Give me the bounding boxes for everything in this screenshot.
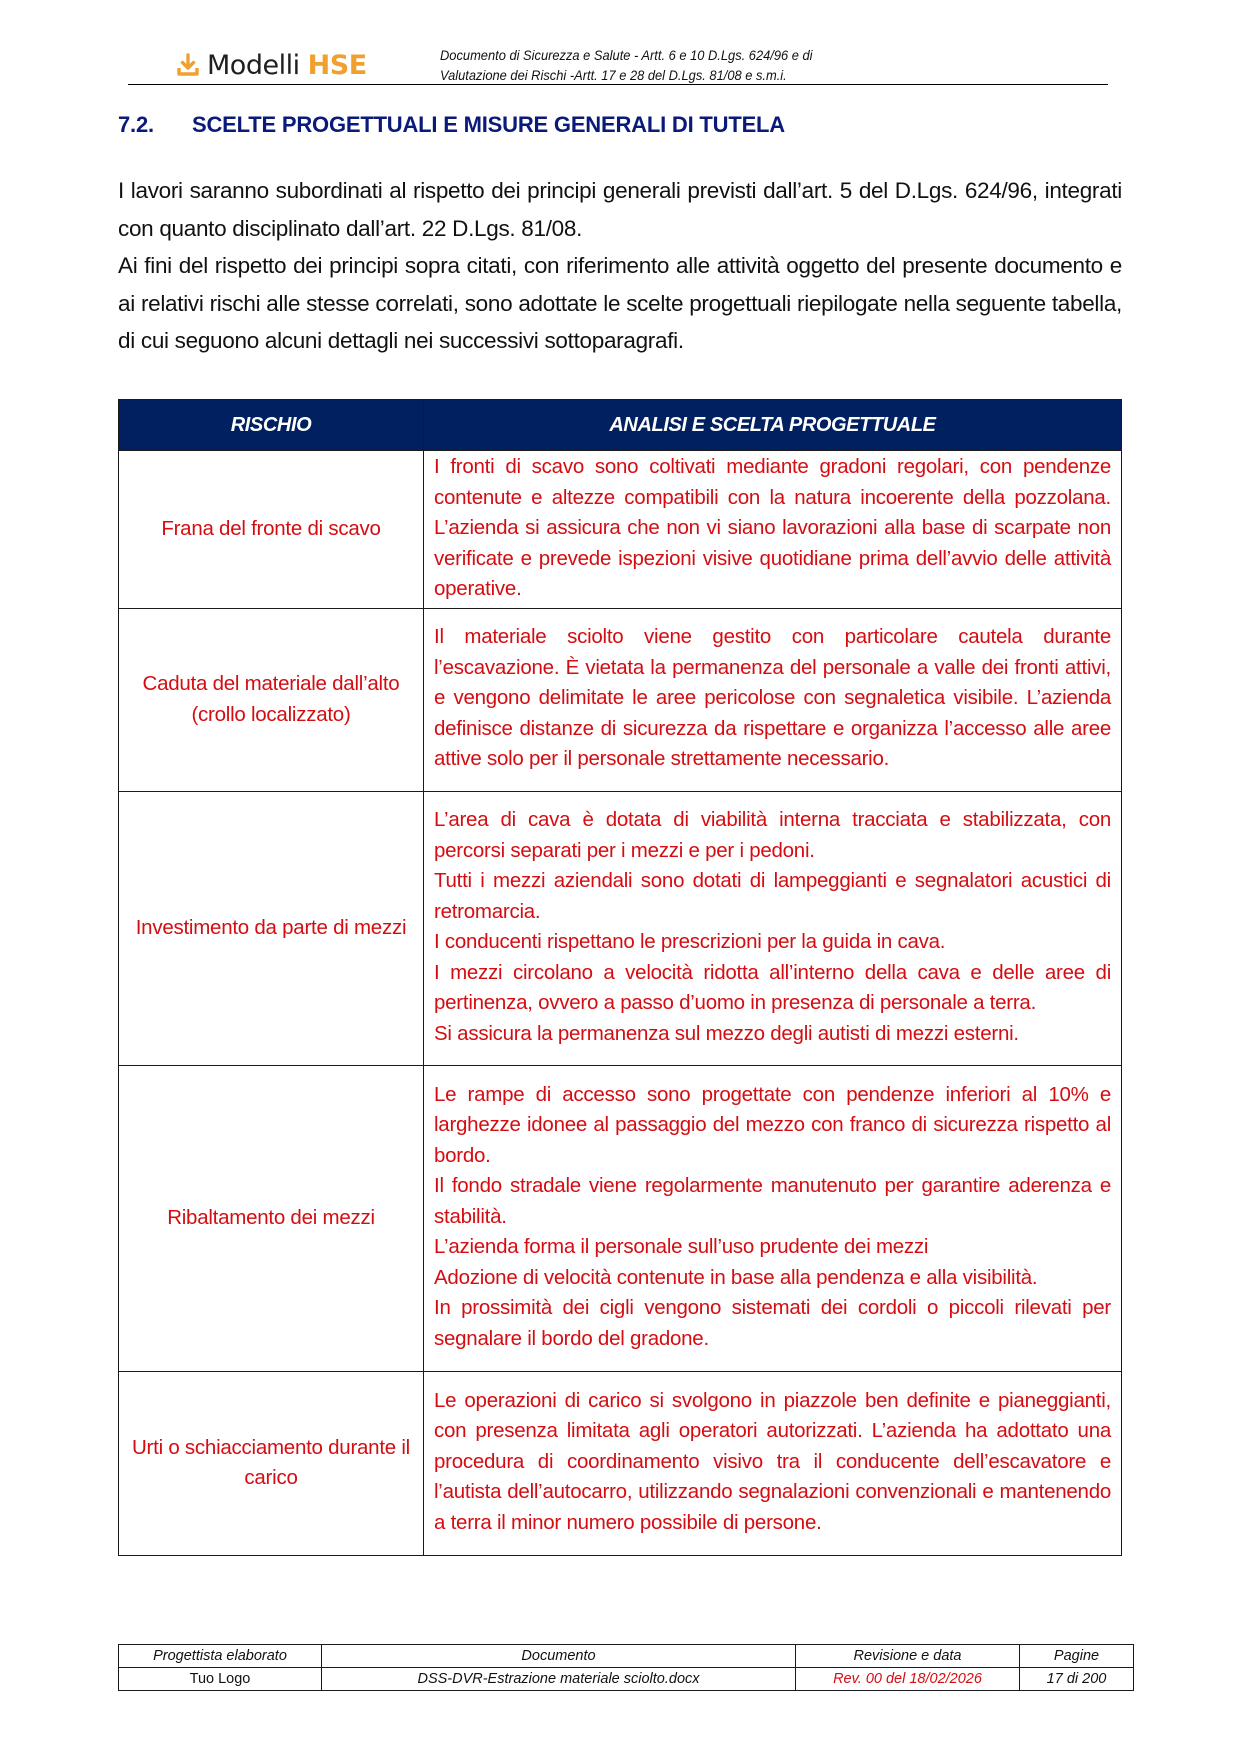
section-title: SCELTE PROGETTUALI E MISURE GENERALI DI TUTELA [192, 112, 785, 137]
analysis-text: Le operazioni di carico si svolgono in piazzole ben definite e pianeggianti, con presenza limitata agli operatori autorizzati. L’azienda ha adottato una procedura di coordinamento visivo tra il conducente dell’escavatore e l’autista dell’autocarro, utilizzando segnalazioni convenzionali e mantenendo a terra il minor numero possibile di persone. [434, 1388, 1111, 1534]
risk-cell: Caduta del materiale dall’alto (crollo localizzato) [119, 608, 424, 791]
analysis-text: Adozione di velocità contenute in base alla pendenza e alla visibilità. [434, 1265, 1038, 1289]
analysis-cell [424, 608, 1122, 791]
table-row [119, 451, 1122, 609]
column-header-analysis: ANALISI E SCELTA PROGETTUALE [424, 400, 1122, 451]
body-paragraph: I lavori saranno subordinati al rispetto dei principi generali previsti dall’art. 5 del D.Lgs. 624/96, integrati con quanto disciplinato dall’art. 22 D.Lgs. 81/08. [118, 178, 1122, 241]
download-tray-icon [176, 53, 200, 77]
footer-header-row [119, 1645, 1134, 1668]
footer-value-document: DSS-DVR-Estrazione materiale sciolto.docx [322, 1668, 796, 1691]
analysis-cell [424, 791, 1122, 1065]
logo-text [207, 50, 367, 81]
analysis-text: In prossimità dei cigli vengono sistemati dei cordoli o piccoli rilevati per segnalare il bordo del gradone. [434, 1296, 1111, 1350]
analysis-text: Tutti i mezzi aziendali sono dotati di lampeggianti e segnalatori acustici di retromarcia. [434, 869, 1111, 923]
footer-label-document: Documento [322, 1645, 796, 1668]
analysis-text: L’area di cava è dotata di viabilità interna tracciata e stabilizzata, con percorsi separati per i mezzi e per i pedoni. [434, 808, 1111, 862]
body-paragraph: Ai fini del rispetto dei principi sopra citati, con riferimento alle attività oggetto del presente documento e ai relativi rischi alle stesse correlati, sono adottate le scelte progettuali riepilogate nella seguente tabella, di cui seguono alcuni dettagli nei successivi sottoparagrafi. [118, 253, 1122, 353]
header-document-title [440, 45, 813, 85]
section-number: 7.2. [118, 112, 154, 137]
page-footer-table [118, 1644, 1134, 1691]
table-header-row [119, 400, 1122, 451]
footer-label-pages: Pagine [1020, 1645, 1134, 1668]
analysis-text: Le rampe di accesso sono progettate con pendenze inferiori al 10% e larghezze idonee al passaggio del mezzo con franco di sicurezza rispetto al bordo. [434, 1082, 1111, 1167]
analysis-text: Il fondo stradale viene regolarmente manutenuto per garantire aderenza e stabilità. [434, 1174, 1111, 1228]
body-text [118, 172, 1122, 360]
table-row [119, 1065, 1122, 1371]
analysis-text: I conducenti rispettano le prescrizioni per la guida in cava. [434, 930, 946, 953]
analysis-text: Si assicura la permanenza sul mezzo degli autisti di mezzi esterni. [434, 1021, 1019, 1045]
footer-label-revision: Revisione e data [796, 1645, 1020, 1668]
footer-value-row [119, 1668, 1134, 1691]
analysis-text: Il materiale sciolto viene gestito con particolare cautela durante l’escavazione. È vietata la permanenza del personale a valle dei fronti attivi, e vengono delimitate le aree pericolose con segnaletica visibile. L’azienda definisce distanze di sicurezza da rispettare e organizza l’accesso alle aree attive solo per il personale strettamente necessario. [434, 625, 1111, 771]
risk-design-table [118, 399, 1122, 1556]
table-row [119, 1371, 1122, 1555]
analysis-cell [424, 451, 1122, 609]
analysis-text: I fronti di scavo sono coltivati mediante gradoni regolari, con pendenze contenute e altezze compatibili con la natura incoerente della pozzolana. L’azienda si assicura che non vi siano lavorazioni alla base di scarpate non verificate e prevede ispezioni visive quotidiane prima dell’avvio delle attività operative. [434, 455, 1111, 600]
table-row [119, 608, 1122, 791]
company-logo [176, 48, 367, 82]
header-title-line-2: Valutazione dei Rischi -Artt. 17 e 28 del D.Lgs. 81/08 e s.m.i. [440, 67, 787, 83]
risk-cell: Investimento da parte di mezzi [119, 791, 424, 1065]
analysis-cell [424, 1065, 1122, 1371]
section-heading [118, 112, 785, 138]
risk-cell: Frana del fronte di scavo [119, 451, 424, 609]
risk-cell: Ribaltamento dei mezzi [119, 1065, 424, 1371]
risk-cell: Urti o schiacciamento durante il carico [119, 1371, 424, 1555]
logo-text-accent: HSE [307, 49, 367, 81]
table-row [119, 791, 1122, 1065]
header-divider [128, 84, 1108, 85]
column-header-risk: RISCHIO [119, 400, 424, 451]
analysis-text: L’azienda forma il personale sull’uso prudente dei mezzi [434, 1235, 929, 1259]
footer-label-designer: Progettista elaborato [119, 1645, 322, 1668]
footer-value-pages: 17 di 200 [1020, 1668, 1134, 1691]
footer-value-revision: Rev. 00 del 18/02/2026 [796, 1668, 1020, 1691]
logo-text-regular: Modelli [207, 49, 300, 81]
header-title-line-1: Documento di Sicurezza e Salute - Artt. 6 e 10 D.Lgs. 624/96 e di [440, 47, 813, 63]
page-header [128, 44, 1108, 86]
footer-value-designer: Tuo Logo [119, 1668, 322, 1691]
analysis-text: I mezzi circolano a velocità ridotta all’interno della cava e delle aree di pertinenza, ovvero a passo d’uomo in presenza di personale a terra. [434, 960, 1111, 1014]
analysis-cell [424, 1371, 1122, 1555]
